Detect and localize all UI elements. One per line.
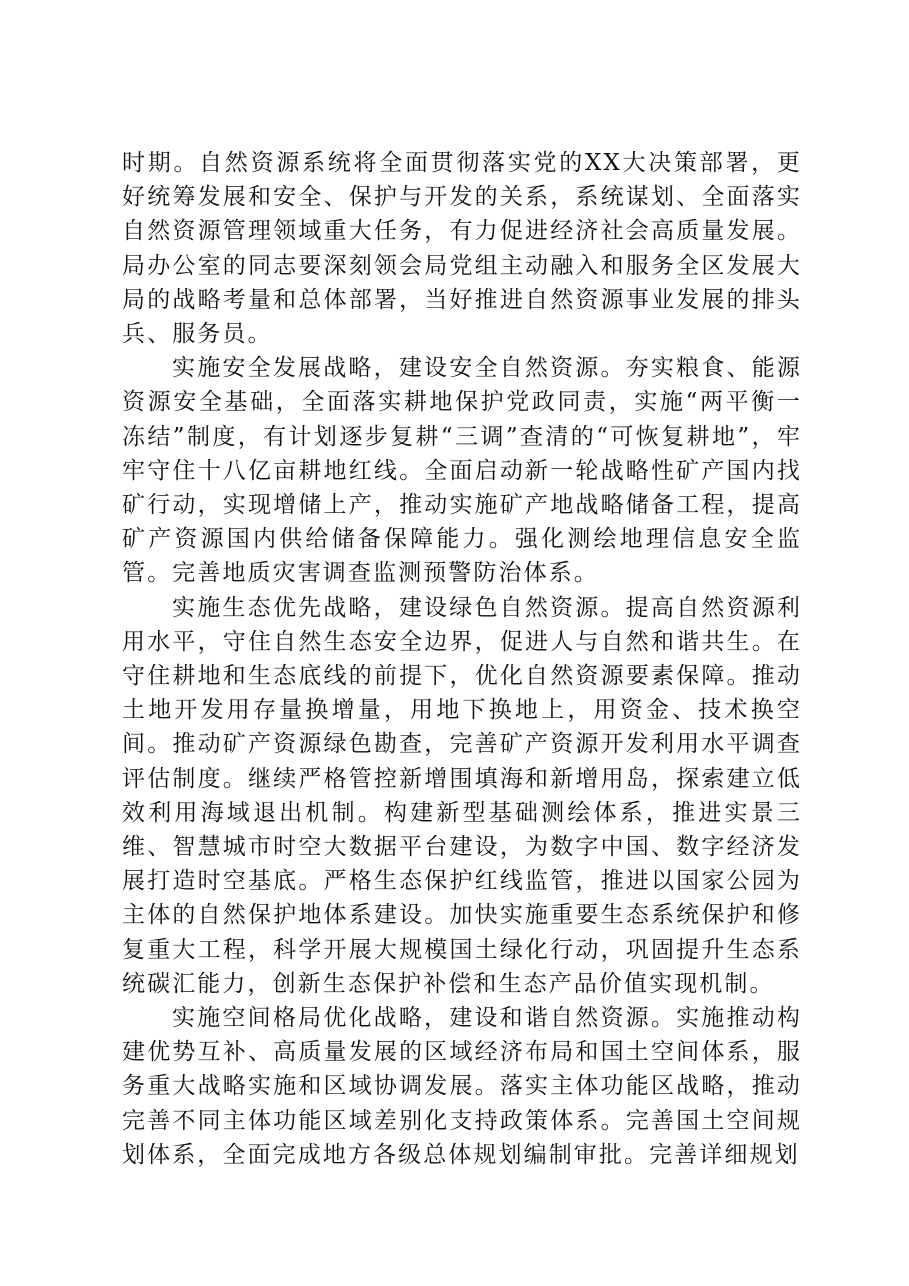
paragraph-safety-strategy: 实施安全发展战略，建设安全自然资源。夯实粮食、能源资源安全基础，全面落实耕地保护党政同责，实施“两平衡一冻结”制度，有计划逐步复耕“三调”查清的“可恢复耕地”，牢牢守住十八亿亩耕地红线。全面启动新一轮战略性矿产国内找矿行动，实现增储上产，推动实施矿产地战略储备工程，提高矿产资源国内供给储备保障能力。强化测绘地理信息安全监管。完善地质灾害调查监测预警防治体系。 xyxy=(122,355,802,587)
paragraph-spatial-strategy: 实施空间格局优化战略，建设和谐自然资源。实施推动构建优势互补、高质量发展的区域经济布局和国土空间体系，服务重大战略实施和区域协调发展。落实主体功能区战略，推动完善不同主体功能区域差别化支持政策体系。完善国土空间规划体系，全面完成地方各级总体规划编制审批。完善详细规划 xyxy=(122,1005,802,1168)
document-body xyxy=(122,146,802,1172)
paragraph-continuation: 时期。自然资源系统将全面贯彻落实党的XX大决策部署，更好统筹发展和安全、保护与开发的关系，系统谋划、全面落实自然资源管理领域重大任务，有力促进经济社会高质量发展。局办公室的同志要深刻领会局党组主动融入和服务全区发展大局的战略考量和总体部署，当好推进自然资源事业发展的排头兵、服务员。 xyxy=(122,150,802,348)
paragraph-ecology-strategy: 实施生态优先战略，建设绿色自然资源。提高自然资源利用水平，守住自然生态安全边界，促进人与自然和谐共生。在守住耕地和生态底线的前提下，优化自然资源要素保障。推动土地开发用存量换增量，用地下换地上，用资金、技术换空间。推动矿产资源绿色勘查，完善矿产资源开发利用水平调查评估制度。继续严格管控新增围填海和新增用岛，探索建立低效利用海域退出机制。构建新型基础测绘体系，推进实景三维、智慧城市时空大数据平台建设，为数字中国、数字经济发展打造时空基底。严格生态保护红线监管，推进以国家公园为主体的自然保护地体系建设。加快实施重要生态系统保护和修复重大工程，科学开展大规模国土绿化行动，巩固提升生态系统碳汇能力，创新生态保护补偿和生态产品价值实现机制。 xyxy=(122,594,802,997)
